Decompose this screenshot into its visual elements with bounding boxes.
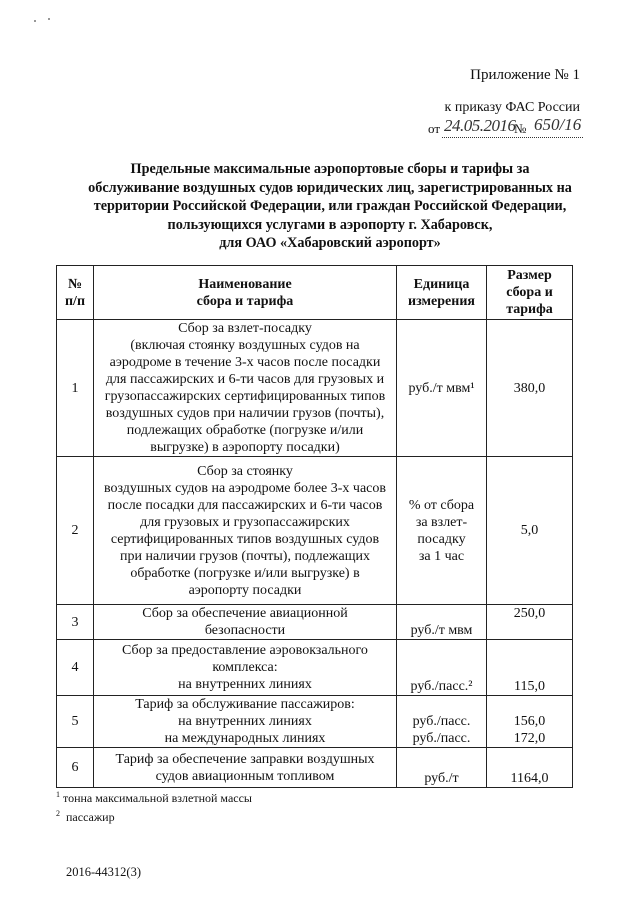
row-number: 1 (57, 320, 94, 457)
footnote-2: $^2$ пассажир (56, 809, 115, 824)
header-size: Размер сбора и тарифа (487, 266, 573, 320)
row-number: 6 (57, 748, 94, 788)
row-name: Тариф за обслуживание пассажиров: на внутренних линиях на международных линиях (94, 696, 397, 748)
document-number: 2016-44312(3) (66, 865, 141, 879)
row-name: Сбор за стоянку воздушных судов на аэродроме более 3-х часов после посадки для пассажирских и 6-ти часов для грузовых и грузопассажирских сертифицированных типов воздушных судов при наличии грузов (почты), подлежащих обработке (погрузке и/или выгрузке) в аэропорту посадки (94, 457, 397, 605)
title-line: территории Российской Федерации, или граждан Российской Федерации, (93, 198, 567, 215)
table-row (57, 696, 573, 748)
row-number: 3 (57, 605, 94, 640)
header-num: № п/п (57, 266, 94, 320)
from-label: от (428, 121, 441, 136)
title-line: для ОАО «Хабаровский аэропорт» (219, 235, 441, 252)
row-size: 115,0 (487, 640, 573, 696)
table-row (57, 640, 573, 696)
table-row (57, 605, 573, 640)
header-unit: Единица измерения (397, 266, 487, 320)
row-number: 2 (57, 457, 94, 605)
title-line: обслуживание воздушных судов юридических лиц, зарегистрированных на (88, 179, 572, 196)
document-title (40, 160, 620, 253)
underline (442, 137, 583, 138)
number-label: № (514, 121, 527, 136)
row-unit: руб./пасс. руб./пасс. (397, 696, 487, 748)
row-unit: руб./т мвм (397, 605, 487, 640)
table-row (57, 457, 573, 605)
table-row (57, 320, 573, 457)
order-reference: к приказу ФАС России (444, 100, 580, 115)
row-size: 1164,0 (487, 748, 573, 788)
footnote-1: $^1$ тонна максимальной взлетной массы (56, 790, 252, 805)
row-unit: руб./т (397, 748, 487, 788)
handwritten-date: 24.05.2016 (444, 116, 516, 135)
appendix-label: Приложение № 1 (470, 67, 580, 83)
row-name: Тариф за обеспечение заправки воздушных судов авиационным топливом (94, 748, 397, 788)
fees-table (56, 265, 573, 788)
handwritten-number: 650/16 (534, 115, 582, 134)
row-size: 250,0 (487, 605, 573, 640)
row-size: 5,0 (487, 457, 573, 605)
row-size: 156,0 172,0 (487, 696, 573, 748)
table-header-row (57, 266, 573, 320)
row-name: Сбор за обеспечение авиационной безопасности (94, 605, 397, 640)
scan-speck (48, 18, 50, 20)
row-name: Сбор за взлет-посадку (включая стоянку воздушных судов на аэродроме в течение 3-х часов после посадки для пассажирских и 6-ти часов для грузовых и грузопассажирских сертифицированных типов воздушных судов при наличии грузов (почты), подлежащих обработке (погрузке и/или выгрузке) в аэропорту посадки) (94, 320, 397, 457)
order-date-number-line (428, 115, 583, 140)
row-unit: руб./пасс.² (397, 640, 487, 696)
scan-speck (34, 20, 36, 22)
title-line: пользующихся услугами в аэропорту г. Хабаровск, (167, 216, 493, 233)
row-size: 380,0 (487, 320, 573, 457)
table-row (57, 748, 573, 788)
row-unit: % от сбора за взлет- посадку за 1 час (397, 457, 487, 605)
row-name: Сбор за предоставление аэровокзального комплекса: на внутренних линиях (94, 640, 397, 696)
row-number: 4 (57, 640, 94, 696)
footnotes (56, 787, 252, 825)
title-line: Предельные максимальные аэропортовые сборы и тарифы за (130, 161, 530, 177)
header-name: Наименование сбора и тарифа (94, 266, 397, 320)
row-number: 5 (57, 696, 94, 748)
row-unit: руб./т мвм¹ (397, 320, 487, 457)
